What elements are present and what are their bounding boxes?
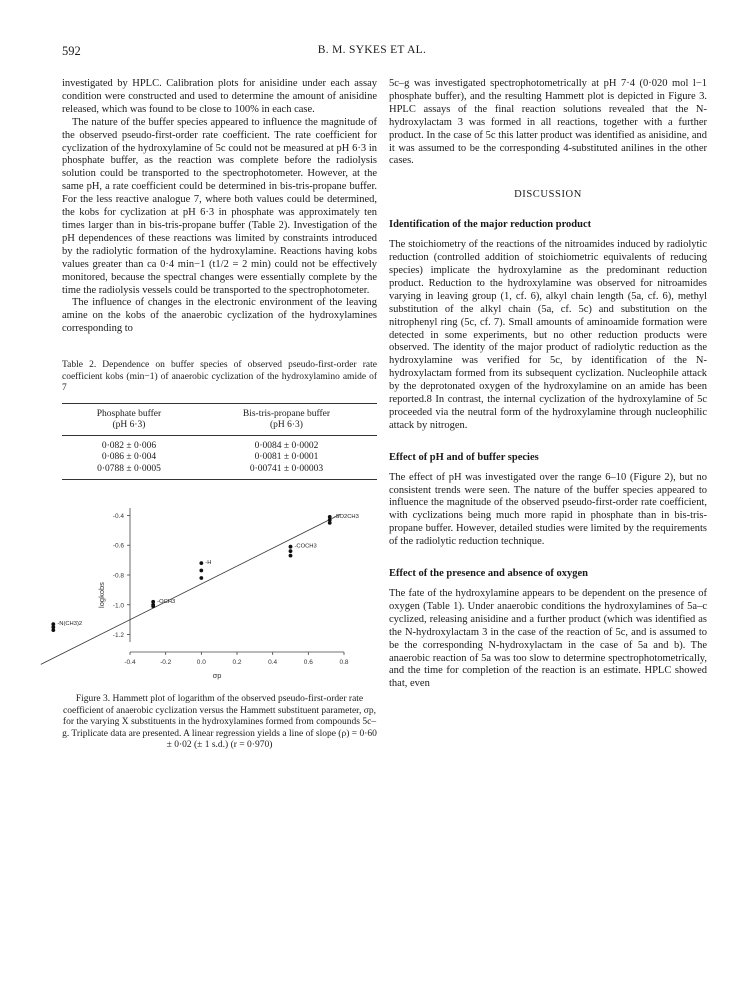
table-header-phosphate: Phosphate buffer (pH 6·3) (62, 403, 196, 435)
data-point (289, 545, 293, 549)
table-row (62, 464, 377, 480)
running-header: B. M. SYKES ET AL. (317, 44, 427, 56)
table-cell: 0·0084 ± 0·0002 (254, 440, 319, 451)
paragraph: 5c–g was investigated spectrophotometrically at pH 7·4 (0·020 mol l−1 phosphate buffer), and the resulting Hammett plot is depicted in Figure 3. HPLC assays of the final reaction solutions revealed that the N-hydroxylactam 3 was formed in all reactions, together with a further product. In the case of 5c this latter product was identified as anisidine, and it was assumed to be the corresponding 4-substituted anilines in the other cases. (389, 78, 707, 167)
x-tick-label: 0.4 (268, 658, 278, 666)
data-point (199, 561, 203, 565)
point-label: -COCH3 (294, 543, 317, 550)
y-tick-label: -1.0 (112, 602, 124, 610)
y-tick-label: -1.2 (112, 631, 124, 639)
data-point (289, 554, 293, 558)
paragraph: The fate of the hydroxylamine appears to be dependent on the presence of oxygen (Table 1). Under anaerobic conditions the hydroxylamines of 5a–c cyclized, releasing anisidine and a further product (which was identified as the N-hydroxylactam 3 in the case of the reaction of 5c, and is assumed to be the corresponding N-hydroxylactam in the case of 5a and b). The anaerobic reaction of 5a was too slow to determine spectrophotometrically, and the time for completion of the reaction is an estimate. HPLC showed that, even (389, 588, 707, 690)
paragraph: The stoichiometry of the reactions of the nitroamides induced by radiolytic reduction (controlled addition of stoichiometric equivalents of reducing species) implicate the hydroxylamine as the predominant reduction product. Reduction to the hydroxylamine was observed for nitroamides varying in leaving group (1, cf. 6), alkyl chain length (5a, cf. 6), methyl substitution of the alkyl chain (5a, cf. 5c) and substitution on the nitrophenyl ring (5c, cf. 7). Small amounts of aminoamide formation were detected in some experiments, but no other reduction products were observed. The identity of the major product of radiolytic reduction as the hydroxylamine was verified for 5c, by identification of the N-hydroxylactam formed from its subsequent cyclization. Nucleophile attack by the deprotonated oxygen of the hydroxylamine on an amide has been reported.8 In contrast, the internal cyclization of the hydroxylamine of 5c proceeded via the neutral form of the hydroxylamine through nucleophilic attack by nitrogen. (389, 239, 707, 431)
data-point (151, 604, 155, 608)
x-tick-label: 0.0 (196, 658, 206, 666)
point-label: -SO2CH3 (333, 513, 359, 520)
table-cell: 0·082 ± 0·006 (101, 440, 157, 451)
y-tick-label: -0.6 (112, 542, 124, 550)
data-point (328, 521, 332, 525)
data-point (199, 576, 203, 580)
figure-caption: Figure 3. Hammett plot of logarithm of the observed pseudo-first-order rate coefficient of anaerobic cyclization versus the Hammett substituent parameter, σp, for the varying X substituents in the hydroxylamines formed from compounds 5c–g. Triplicate data are presented. A linear regression yields a line of slope (ρ) = 0·60 ± 0·02 (± 1 s.d.) (r = 0·970) (62, 693, 377, 751)
figure-3-plot (57, 494, 377, 684)
data-point (199, 569, 203, 573)
data-point (289, 549, 293, 553)
table-cell: 0·086 ± 0·004 (101, 452, 157, 463)
paragraph: The nature of the buffer species appeared to influence the magnitude of the observed pseudo-first-order rate coefficient. The rate coefficient for cyclization of the hydroxylamine of 5c could not be measured at pH 6·3 in phosphate buffer, as the reaction was complete before the radiolysis solution could be transported to the spectrophotometer. However, at the same pH, a rate coefficient could be determined in bis-tris-propane buffer. For the less reactive analogue 7, where both values could be determined, the kobs for cyclization at pH 6·3 in phosphate was approximately ten times larger than in bis-tris-propane buffer (Table 2). Investigation of the pH dependences of these reactions was limited by constraints introduced by the radiolytic formation of the hydroxylamine. Reactions having kobs values greater than ca 0·4 min−1 (t1/2 = 2 min) could not be effectively monitored, because the spectral changes were essentially complete by the time the radiolysis vessels could be transported to the spectrophotometer. (62, 116, 377, 296)
x-axis-label: σp (212, 670, 222, 680)
hammett-plot-svg (57, 494, 377, 684)
table-2 (62, 403, 377, 480)
data-point (51, 628, 55, 632)
section-heading: DISCUSSION (514, 189, 582, 201)
subsection-heading: Effect of pH and of buffer species (389, 451, 539, 463)
table-cell: 0·0788 ± 0·0005 (62, 464, 196, 480)
subsection-heading: Identification of the major reduction product (389, 219, 592, 231)
x-tick-label: -0.2 (160, 658, 172, 666)
paragraph: The effect of pH was investigated over the range 6–10 (Figure 2), but no consistent trends were seen. The nature of the buffer species appeared to influence the magnitude of the observed pseudo-first-order rate coefficient, with cyclizations being much more rapid in phosphate than in bis-tris-propane buffer. However, detailed studies were limited by the requirements of the radiolytic reduction technique. (389, 471, 707, 548)
table-row (62, 435, 377, 452)
table-cell: 0·0081 ± 0·0001 (254, 452, 319, 463)
table-cell: 0·00741 ± 0·00003 (196, 464, 377, 480)
x-tick-label: 0.8 (339, 658, 349, 666)
y-tick-label: -0.4 (112, 512, 124, 520)
subsection-heading: Effect of the presence and absence of oxygen (389, 568, 588, 580)
y-tick-label: -0.8 (112, 572, 124, 580)
x-tick-label: -0.4 (124, 658, 136, 666)
y-axis-label: logkobs (97, 582, 106, 608)
paragraph: The influence of changes in the electronic environment of the leaving amine on the kobs of the anaerobic cyclization of the hydroxylamines corresponding to (62, 297, 377, 335)
table-caption: Table 2. Dependence on buffer species of observed pseudo-first-order rate coefficient kobs (min−1) of anaerobic cyclization of the hydroxylamino amide of 7 (62, 360, 377, 394)
x-tick-label: 0.2 (232, 658, 242, 666)
table-row (62, 452, 377, 463)
left-column (57, 78, 377, 752)
point-label: -H (205, 560, 212, 567)
right-column (389, 78, 707, 691)
paragraph: investigated by HPLC. Calibration plots for anisidine under each assay condition were constructed and used to determine the amount of anisidine released, which was found to be close to 100% in each case. (62, 78, 377, 115)
x-tick-label: 0.6 (303, 658, 313, 666)
page-number: 592 (62, 44, 81, 58)
table-header-bistris: Bis-tris-propane buffer (pH 6·3) (196, 403, 377, 435)
point-label: -N(CH3)2 (57, 621, 83, 628)
regression-line (41, 514, 341, 664)
point-label: -OCH3 (157, 598, 176, 605)
